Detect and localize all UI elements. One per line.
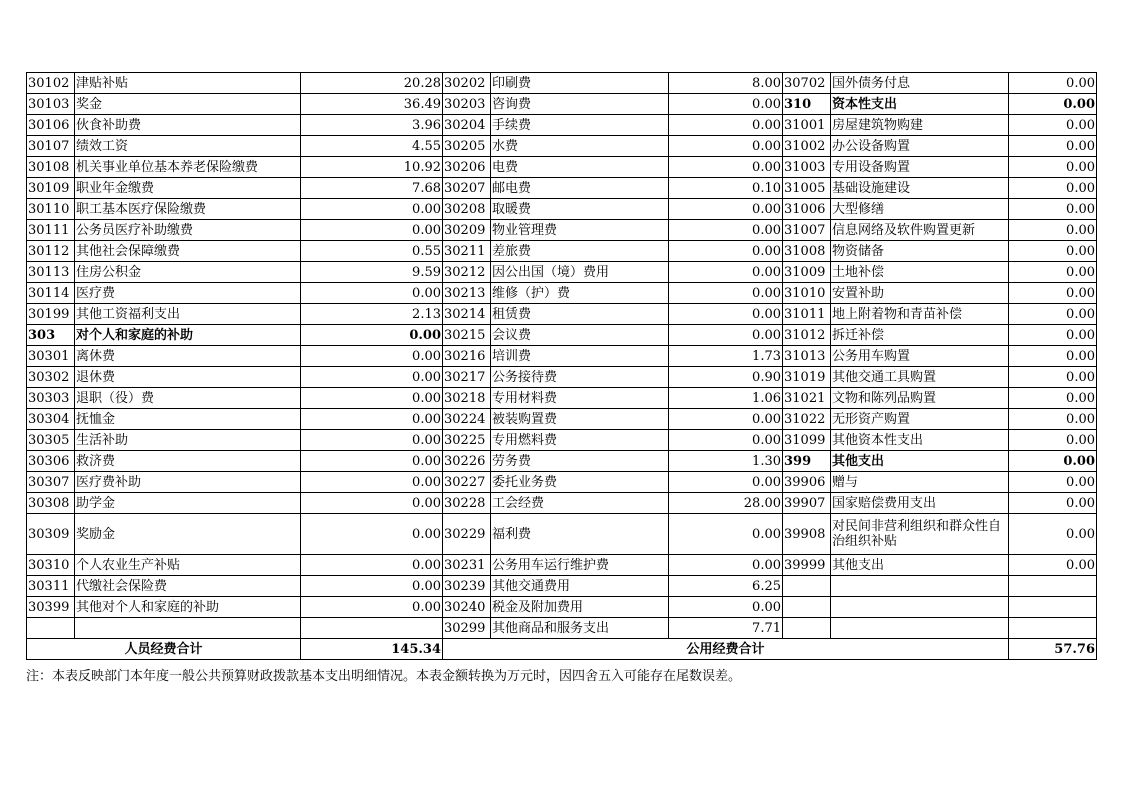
amount-cell: 0.00: [669, 304, 783, 325]
name-cell: 电费: [491, 157, 669, 178]
amount-cell: 4.55: [301, 136, 443, 157]
name-cell: 其他商品和服务支出: [491, 618, 669, 639]
table-row: [27, 409, 1097, 430]
budget-detail-sheet: [26, 72, 1097, 660]
name-cell: 安置补助: [831, 283, 1009, 304]
code-cell: [27, 618, 75, 639]
name-cell: 救济费: [75, 451, 301, 472]
code-cell: 31006: [783, 199, 831, 220]
name-cell: 因公出国（境）费用: [491, 262, 669, 283]
table-row: [27, 555, 1097, 576]
table-row: [27, 388, 1097, 409]
code-cell: 31021: [783, 388, 831, 409]
code-cell: 31013: [783, 346, 831, 367]
code-cell: 30207: [443, 178, 491, 199]
name-cell: 生活补助: [75, 430, 301, 451]
table-row: [27, 430, 1097, 451]
amount-cell: 20.28: [301, 73, 443, 94]
name-cell: 被装购置费: [491, 409, 669, 430]
name-cell: 福利费: [491, 514, 669, 555]
name-cell: 国家赔偿费用支出: [831, 493, 1009, 514]
code-cell: 303: [27, 325, 75, 346]
amount-cell: 0.55: [301, 241, 443, 262]
code-cell: [783, 576, 831, 597]
amount-cell: 0.00: [669, 262, 783, 283]
name-cell: 国外债务付息: [831, 73, 1009, 94]
amount-cell: 0.00: [301, 430, 443, 451]
amount-cell: 7.68: [301, 178, 443, 199]
code-cell: 30215: [443, 325, 491, 346]
code-cell: 31007: [783, 220, 831, 241]
amount-cell: 0.00: [1009, 115, 1097, 136]
amount-cell: 1.30: [669, 451, 783, 472]
code-cell: [783, 618, 831, 639]
amount-cell: 0.00: [1009, 283, 1097, 304]
name-cell: 其他社会保障缴费: [75, 241, 301, 262]
code-cell: 30310: [27, 555, 75, 576]
code-cell: 30231: [443, 555, 491, 576]
amount-cell: 0.00: [301, 409, 443, 430]
code-cell: 30211: [443, 241, 491, 262]
name-cell: 无形资产购置: [831, 409, 1009, 430]
amount-cell: 0.00: [301, 220, 443, 241]
code-cell: 30108: [27, 157, 75, 178]
name-cell: 资本性支出: [831, 94, 1009, 115]
name-cell: 对个人和家庭的补助: [75, 325, 301, 346]
code-cell: 31009: [783, 262, 831, 283]
table-row: [27, 241, 1097, 262]
name-cell: 机关事业单位基本养老保险缴费: [75, 157, 301, 178]
code-cell: 30213: [443, 283, 491, 304]
name-cell: 其他资本性支出: [831, 430, 1009, 451]
amount-cell: 0.00: [301, 367, 443, 388]
code-cell: [783, 597, 831, 618]
amount-cell: 0.00: [1009, 262, 1097, 283]
name-cell: 其他交通工具购置: [831, 367, 1009, 388]
code-cell: 31011: [783, 304, 831, 325]
name-cell: 专用设备购置: [831, 157, 1009, 178]
name-cell: 公务员医疗补助缴费: [75, 220, 301, 241]
amount-cell: 0.00: [1009, 388, 1097, 409]
name-cell: 培训费: [491, 346, 669, 367]
code-cell: 30308: [27, 493, 75, 514]
code-cell: 30227: [443, 472, 491, 493]
table-row: [27, 136, 1097, 157]
table-row: [27, 220, 1097, 241]
name-cell: 其他工资福利支出: [75, 304, 301, 325]
amount-cell: 28.00: [669, 493, 783, 514]
code-cell: 30106: [27, 115, 75, 136]
personnel-total-label: 人员经费合计: [27, 639, 301, 660]
name-cell: 租赁费: [491, 304, 669, 325]
name-cell: 退休费: [75, 367, 301, 388]
table-row: [27, 283, 1097, 304]
amount-cell: 0.00: [669, 430, 783, 451]
amount-cell: 1.06: [669, 388, 783, 409]
amount-cell: 0.00: [301, 514, 443, 555]
code-cell: 310: [783, 94, 831, 115]
code-cell: 30307: [27, 472, 75, 493]
code-cell: 399: [783, 451, 831, 472]
amount-cell: 9.59: [301, 262, 443, 283]
amount-cell: 0.90: [669, 367, 783, 388]
name-cell: 办公设备购置: [831, 136, 1009, 157]
code-cell: 31099: [783, 430, 831, 451]
amount-cell: 0.00: [669, 472, 783, 493]
name-cell: [831, 597, 1009, 618]
code-cell: 30202: [443, 73, 491, 94]
public-total-label: 公用经费合计: [443, 639, 1009, 660]
amount-cell: [1009, 576, 1097, 597]
code-cell: 30299: [443, 618, 491, 639]
name-cell: 职业年金缴费: [75, 178, 301, 199]
code-cell: 30205: [443, 136, 491, 157]
name-cell: 差旅费: [491, 241, 669, 262]
name-cell: 绩效工资: [75, 136, 301, 157]
amount-cell: 0.00: [1009, 199, 1097, 220]
amount-cell: 0.00: [669, 325, 783, 346]
amount-cell: 0.00: [669, 241, 783, 262]
code-cell: 31008: [783, 241, 831, 262]
name-cell: 抚恤金: [75, 409, 301, 430]
amount-cell: [1009, 597, 1097, 618]
code-cell: 30228: [443, 493, 491, 514]
name-cell: 土地补偿: [831, 262, 1009, 283]
code-cell: 30224: [443, 409, 491, 430]
amount-cell: 0.00: [301, 576, 443, 597]
amount-cell: [301, 618, 443, 639]
code-cell: 30112: [27, 241, 75, 262]
code-cell: 30229: [443, 514, 491, 555]
amount-cell: 7.71: [669, 618, 783, 639]
name-cell: 医疗费: [75, 283, 301, 304]
amount-cell: 0.00: [669, 94, 783, 115]
amount-cell: 0.00: [669, 283, 783, 304]
table-row: [27, 472, 1097, 493]
amount-cell: 0.00: [669, 157, 783, 178]
amount-cell: 0.00: [669, 555, 783, 576]
name-cell: 会议费: [491, 325, 669, 346]
table-row: [27, 304, 1097, 325]
amount-cell: 0.00: [669, 409, 783, 430]
name-cell: [831, 576, 1009, 597]
amount-cell: 0.00: [1009, 178, 1097, 199]
name-cell: 文物和陈列品购置: [831, 388, 1009, 409]
name-cell: 住房公积金: [75, 262, 301, 283]
code-cell: 30103: [27, 94, 75, 115]
code-cell: 30206: [443, 157, 491, 178]
public-total-value: 57.76: [1009, 639, 1097, 660]
name-cell: [831, 618, 1009, 639]
code-cell: 31019: [783, 367, 831, 388]
table-row: [27, 115, 1097, 136]
table-row: [27, 178, 1097, 199]
name-cell: 奖励金: [75, 514, 301, 555]
code-cell: 39906: [783, 472, 831, 493]
name-cell: 公务用车购置: [831, 346, 1009, 367]
amount-cell: 0.00: [301, 346, 443, 367]
code-cell: 30226: [443, 451, 491, 472]
table-row: [27, 73, 1097, 94]
name-cell: 专用燃料费: [491, 430, 669, 451]
name-cell: 税金及附加费用: [491, 597, 669, 618]
name-cell: [75, 618, 301, 639]
amount-cell: 0.00: [1009, 409, 1097, 430]
amount-cell: 0.00: [1009, 493, 1097, 514]
code-cell: 39999: [783, 555, 831, 576]
amount-cell: 0.00: [1009, 514, 1097, 555]
amount-cell: 0.00: [1009, 451, 1097, 472]
amount-cell: 0.00: [301, 283, 443, 304]
name-cell: 印刷费: [491, 73, 669, 94]
amount-cell: 0.00: [301, 597, 443, 618]
name-cell: 助学金: [75, 493, 301, 514]
table-row: [27, 618, 1097, 639]
code-cell: 30212: [443, 262, 491, 283]
amount-cell: 0.00: [1009, 94, 1097, 115]
code-cell: 30216: [443, 346, 491, 367]
code-cell: 30399: [27, 597, 75, 618]
name-cell: 地上附着物和青苗补偿: [831, 304, 1009, 325]
table-row: [27, 493, 1097, 514]
code-cell: 30305: [27, 430, 75, 451]
amount-cell: 0.00: [1009, 555, 1097, 576]
name-cell: 委托业务费: [491, 472, 669, 493]
amount-cell: 0.00: [301, 555, 443, 576]
code-cell: 30239: [443, 576, 491, 597]
name-cell: 劳务费: [491, 451, 669, 472]
code-cell: 31012: [783, 325, 831, 346]
amount-cell: 0.00: [669, 136, 783, 157]
code-cell: 30102: [27, 73, 75, 94]
name-cell: 房屋建筑物购建: [831, 115, 1009, 136]
name-cell: 个人农业生产补贴: [75, 555, 301, 576]
name-cell: 医疗费补助: [75, 472, 301, 493]
code-cell: 31001: [783, 115, 831, 136]
table-row: [27, 597, 1097, 618]
code-cell: 30702: [783, 73, 831, 94]
name-cell: 取暖费: [491, 199, 669, 220]
code-cell: 30114: [27, 283, 75, 304]
table-row: [27, 346, 1097, 367]
amount-cell: 0.00: [669, 597, 783, 618]
name-cell: 赠与: [831, 472, 1009, 493]
code-cell: 31002: [783, 136, 831, 157]
amount-cell: 0.00: [1009, 472, 1097, 493]
amount-cell: 0.00: [669, 115, 783, 136]
amount-cell: 0.00: [1009, 346, 1097, 367]
code-cell: 30309: [27, 514, 75, 555]
code-cell: 30209: [443, 220, 491, 241]
amount-cell: 10.92: [301, 157, 443, 178]
code-cell: 30199: [27, 304, 75, 325]
amount-cell: 0.00: [301, 388, 443, 409]
amount-cell: 0.00: [1009, 241, 1097, 262]
name-cell: 离休费: [75, 346, 301, 367]
code-cell: 30208: [443, 199, 491, 220]
name-cell: 信息网络及软件购置更新: [831, 220, 1009, 241]
name-cell: 维修（护）费: [491, 283, 669, 304]
name-cell: 伙食补助费: [75, 115, 301, 136]
code-cell: 30217: [443, 367, 491, 388]
code-cell: 30107: [27, 136, 75, 157]
code-cell: 30240: [443, 597, 491, 618]
name-cell: 大型修缮: [831, 199, 1009, 220]
code-cell: 30218: [443, 388, 491, 409]
amount-cell: 8.00: [669, 73, 783, 94]
code-cell: 30302: [27, 367, 75, 388]
name-cell: 拆迁补偿: [831, 325, 1009, 346]
amount-cell: 0.00: [301, 472, 443, 493]
amount-cell: 0.00: [301, 493, 443, 514]
amount-cell: 0.00: [1009, 73, 1097, 94]
name-cell: 邮电费: [491, 178, 669, 199]
name-cell: 其他支出: [831, 555, 1009, 576]
code-cell: 31003: [783, 157, 831, 178]
name-cell: 对民间非营利组织和群众性自治组织补贴: [831, 514, 1009, 555]
name-cell: 职工基本医疗保险缴费: [75, 199, 301, 220]
code-cell: 30304: [27, 409, 75, 430]
amount-cell: 0.00: [669, 514, 783, 555]
amount-cell: 36.49: [301, 94, 443, 115]
table-row: [27, 262, 1097, 283]
name-cell: 工会经费: [491, 493, 669, 514]
table-row: [27, 199, 1097, 220]
name-cell: 物业管理费: [491, 220, 669, 241]
code-cell: 30306: [27, 451, 75, 472]
code-cell: 30109: [27, 178, 75, 199]
code-cell: 30110: [27, 199, 75, 220]
name-cell: 咨询费: [491, 94, 669, 115]
name-cell: 奖金: [75, 94, 301, 115]
table-row: [27, 367, 1097, 388]
code-cell: 30111: [27, 220, 75, 241]
amount-cell: 0.00: [301, 325, 443, 346]
amount-cell: 0.00: [1009, 304, 1097, 325]
amount-cell: 0.00: [669, 199, 783, 220]
totals-row: [27, 639, 1097, 660]
table-row: [27, 576, 1097, 597]
name-cell: 水费: [491, 136, 669, 157]
name-cell: 其他支出: [831, 451, 1009, 472]
amount-cell: 2.13: [301, 304, 443, 325]
name-cell: 手续费: [491, 115, 669, 136]
table-row: [27, 94, 1097, 115]
code-cell: 31022: [783, 409, 831, 430]
amount-cell: 0.10: [669, 178, 783, 199]
name-cell: 物资储备: [831, 241, 1009, 262]
table-body: [27, 73, 1097, 639]
amount-cell: 0.00: [1009, 157, 1097, 178]
amount-cell: 0.00: [669, 220, 783, 241]
amount-cell: 0.00: [1009, 367, 1097, 388]
amount-cell: 0.00: [1009, 136, 1097, 157]
name-cell: 代缴社会保险费: [75, 576, 301, 597]
amount-cell: [1009, 618, 1097, 639]
code-cell: 30301: [27, 346, 75, 367]
code-cell: 30225: [443, 430, 491, 451]
table-row: [27, 451, 1097, 472]
name-cell: 公务接待费: [491, 367, 669, 388]
amount-cell: 0.00: [1009, 220, 1097, 241]
name-cell: 基础设施建设: [831, 178, 1009, 199]
amount-cell: 6.25: [669, 576, 783, 597]
amount-cell: 0.00: [1009, 430, 1097, 451]
amount-cell: 3.96: [301, 115, 443, 136]
table-row: [27, 514, 1097, 555]
amount-cell: 0.00: [1009, 325, 1097, 346]
table-row: [27, 157, 1097, 178]
amount-cell: 1.73: [669, 346, 783, 367]
amount-cell: 0.00: [301, 199, 443, 220]
code-cell: 30214: [443, 304, 491, 325]
name-cell: 津贴补贴: [75, 73, 301, 94]
code-cell: 39908: [783, 514, 831, 555]
name-cell: 退职（役）费: [75, 388, 301, 409]
name-cell: 其他对个人和家庭的补助: [75, 597, 301, 618]
name-cell: 公务用车运行维护费: [491, 555, 669, 576]
code-cell: 30303: [27, 388, 75, 409]
code-cell: 31005: [783, 178, 831, 199]
name-cell: 专用材料费: [491, 388, 669, 409]
amount-cell: 0.00: [301, 451, 443, 472]
table-row: [27, 325, 1097, 346]
code-cell: 30113: [27, 262, 75, 283]
code-cell: 30311: [27, 576, 75, 597]
name-cell: 其他交通费用: [491, 576, 669, 597]
code-cell: 30204: [443, 115, 491, 136]
personnel-total-value: 145.34: [301, 639, 443, 660]
code-cell: 39907: [783, 493, 831, 514]
table-note: 注：本表反映部门本年度一般公共预算财政拨款基本支出明细情况。本表金额转换为万元时，因四舍五入可能存在尾数误差。: [26, 669, 742, 684]
code-cell: 31010: [783, 283, 831, 304]
expenditure-table: [26, 72, 1097, 660]
code-cell: 30203: [443, 94, 491, 115]
